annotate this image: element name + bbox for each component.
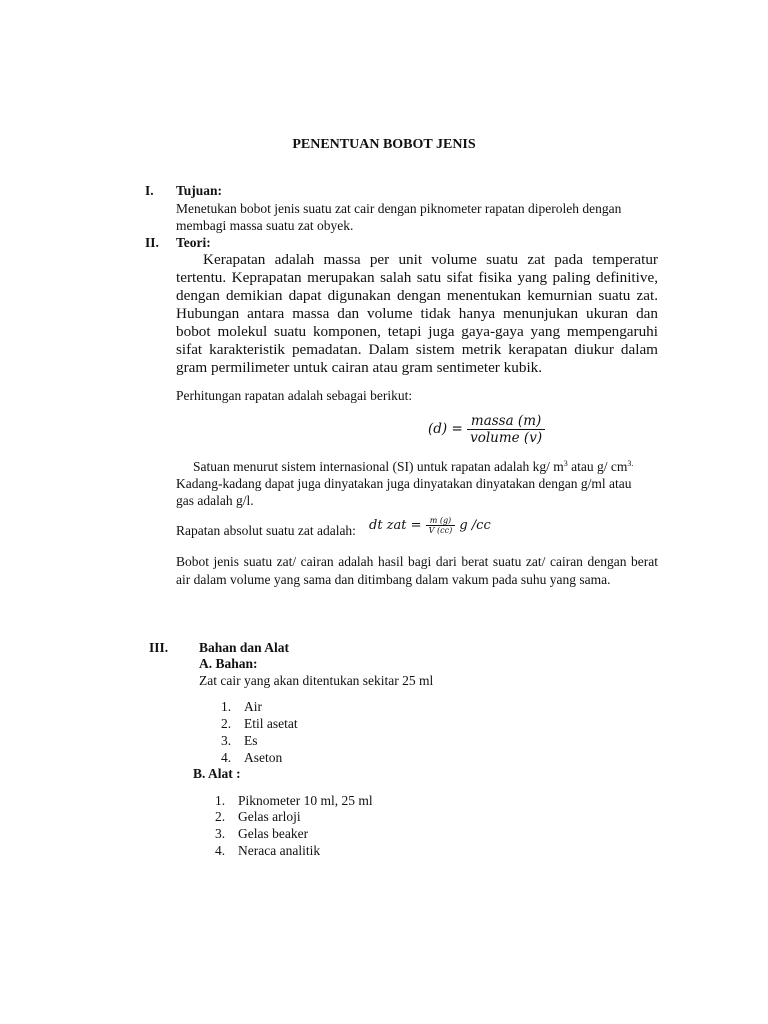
density-formula-fraction	[467, 413, 545, 446]
si-unit-text-a: Satuan menurut sistem internasional (SI) untuk rapatan adalah kg/ m	[193, 459, 564, 474]
list-item-number: 4.	[215, 843, 226, 858]
page-title: PENENTUAN BOBOT JENIS	[292, 137, 476, 152]
density-formula-numerator: massa (m)	[470, 413, 542, 429]
section-1-line-1: Menetukan bobot jenis suatu zat cair dengan piknometer rapatan diperoleh dengan	[176, 201, 622, 216]
si-unit-text-b: atau g/ cm	[567, 459, 628, 474]
absolute-density-lhs: dt zat =	[369, 518, 422, 533]
si-unit-superscript-1: 3	[563, 459, 568, 468]
section-2-heading: Teori:	[176, 235, 211, 250]
si-unit-superscript-2: 3.	[627, 459, 634, 468]
alat-heading: B. Alat :	[193, 766, 241, 781]
list-item: Aseton	[244, 750, 283, 765]
list-item-number: 4.	[221, 750, 232, 765]
bobot-jenis-paragraph-text: Bobot jenis suatu zat/ cairan adalah hasil bagi dari berat suatu zat/ cairan dengan berat air dalam volume yang sama dan ditimbang dalam vakum pada suhu yang sama.	[176, 554, 658, 587]
si-unit-line-1	[193, 459, 633, 475]
bobot-jenis-paragraph	[176, 553, 658, 589]
list-item: Etil asetat	[244, 716, 298, 731]
list-item-number: 3.	[215, 826, 226, 841]
list-item-number: 1.	[221, 699, 232, 714]
absolute-density-label: Rapatan absolut suatu zat adalah:	[176, 523, 356, 538]
calculation-intro: Perhitungan rapatan adalah sebagai berikut:	[176, 388, 413, 403]
section-2-number: II.	[145, 235, 159, 250]
section-1-heading: Tujuan:	[176, 183, 223, 198]
list-item-number: 1.	[215, 793, 226, 808]
list-item-number: 2.	[221, 716, 232, 731]
bahan-heading: A. Bahan:	[199, 656, 258, 671]
list-item: Neraca analitik	[238, 843, 321, 858]
density-formula-denominator: volume (v)	[467, 429, 545, 446]
list-item: Gelas beaker	[238, 826, 309, 841]
list-item: Air	[244, 699, 262, 714]
si-unit-line-2: Kadang-kadang dapat juga dinyatakan juga dinyatakan dinyatakan dengan g/ml atau	[176, 476, 632, 491]
density-formula	[428, 413, 545, 446]
section-3-number: III.	[149, 640, 169, 655]
list-item-number: 3.	[221, 733, 232, 748]
list-item: Gelas arloji	[238, 809, 301, 824]
bahan-intro: Zat cair yang akan ditentukan sekitar 25 ml	[199, 673, 434, 688]
theory-paragraph-text: Kerapatan adalah massa per unit volume suatu zat pada temperatur tertentu. Keprapatan merupakan salah satu sifat fisika yang paling definitive, dengan demikian dapat digunakan dengan menentukan kemurnian suatu zat. Hubungan antara massa dan volume tidak hanya menunjukan ukuran dan bobot molekul suatu komponen, tetapi juga gaya-gaya yang mempengaruhi sifat karakteristik pemadatan. Dalam sistem metrik kerapatan diukur dalam gram permilimeter untuk cairan atau gram sentimeter kubik.	[176, 251, 658, 376]
section-1-line-2: membagi massa suatu zat obyek.	[176, 218, 354, 233]
density-formula-lhs: (d) =	[428, 421, 463, 437]
absolute-density-formula	[369, 516, 491, 535]
list-item: Piknometer 10 ml, 25 ml	[238, 793, 373, 808]
absolute-density-numerator: m (g)	[429, 516, 452, 525]
list-item: Es	[244, 733, 258, 748]
absolute-density-denominator: V (cc)	[426, 525, 456, 535]
section-1-number: I.	[145, 183, 154, 198]
absolute-density-unit: g /cc	[459, 518, 491, 533]
theory-paragraph	[176, 251, 658, 377]
section-3-heading: Bahan dan Alat	[199, 640, 290, 655]
si-unit-line-3: gas adalah g/l.	[176, 493, 254, 508]
absolute-density-fraction	[426, 516, 456, 535]
list-item-number: 2.	[215, 809, 226, 824]
